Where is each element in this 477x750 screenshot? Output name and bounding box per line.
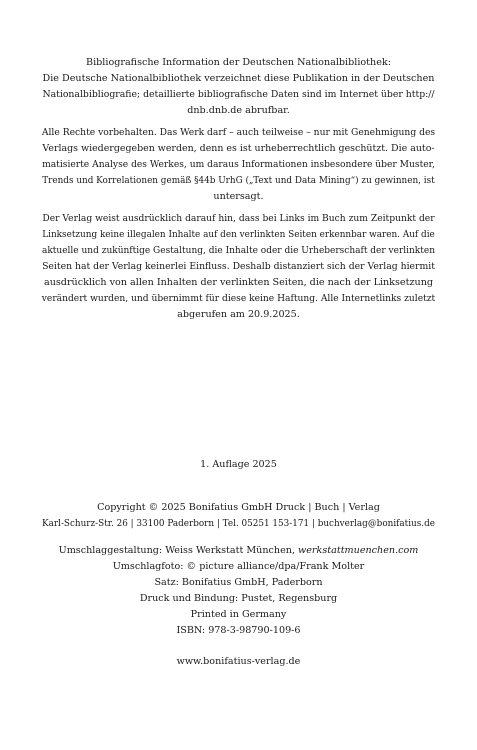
bibliographic-line: Nationalbibliografie; detaillierte bibliografische Daten sind im Internet über http:// — [42, 89, 435, 100]
printed-in: Printed in Germany — [190, 609, 287, 620]
disclaimer-line: abgerufen am 20.9.2025. — [177, 309, 300, 320]
edition-note — [40, 457, 437, 473]
rights-line: Trends und Korrelationen gemäß §44b UrhG („Text und Data Mining“) zu gewinnen, ist — [42, 176, 435, 186]
isbn: ISBN: 978-3-98790-109-6 — [176, 625, 301, 636]
disclaimer-line: Linksetzung keine illegalen Inhalte auf den verlinkten Seiten erkennbar waren. Auf die — [42, 230, 435, 240]
rights-line: Verlags wiedergegeben werden, denn es ist urheberrechtlich geschützt. Die auto- — [42, 143, 435, 154]
bibliographic-line: Die Deutsche Nationalbibliothek verzeichnet diese Publikation in der Deutschen — [42, 73, 435, 84]
publisher-website: www.bonifatius-verlag.de — [176, 656, 301, 667]
bibliographic-line: dnb.dnb.de abrufbar. — [187, 105, 290, 116]
disclaimer-line: ausdrücklich von allen Inhalten der verlinkten Seiten, die nach der Linksetzung — [43, 277, 434, 288]
rights-notice — [40, 125, 437, 205]
printing-credit: Druck und Bindung: Pustet, Regensburg — [139, 593, 338, 604]
cover-design-url: werkstattmuenchen.com — [298, 545, 419, 556]
website-block — [40, 654, 437, 670]
typesetting-credit: Satz: Bonifatius GmbH, Paderborn — [154, 577, 323, 588]
cover-design-credit — [40, 543, 437, 559]
credits-block — [40, 543, 437, 639]
links-disclaimer — [40, 211, 437, 323]
rights-line: Alle Rechte vorbehalten. Das Werk darf – auch teilweise – nur mit Genehmigung des — [41, 127, 436, 138]
publisher-address: Karl-Schurz-Str. 26 | 33100 Paderborn | Tel. 05251 153-171 | buchverlag@bonifatius.de — [42, 519, 435, 529]
disclaimer-line: Der Verlag weist ausdrücklich darauf hin, dass bei Links im Buch zum Zeitpunkt der — [42, 214, 435, 224]
disclaimer-line: aktuelle und zukünftige Gestaltung, die Inhalte oder die Urheberschaft der verlinkten — [41, 246, 436, 256]
bibliographic-line: Bibliografische Information der Deutschen Nationalbibliothek: — [86, 57, 391, 68]
rights-line: untersagt. — [213, 191, 264, 202]
disclaimer-line: Seiten hat der Verlag keinerlei Einfluss. Deshalb distanziert sich der Verlag hiermit — [42, 261, 435, 272]
disclaimer-line: verändert wurden, und übernimmt für diese keine Haftung. Alle Internetlinks zuletzt — [41, 294, 436, 304]
cover-photo-credit: Umschlagfoto: © picture alliance/dpa/Frank Molter — [112, 561, 365, 572]
copyright-line: Copyright © 2025 Bonifatius GmbH Druck | Buch | Verlag — [97, 502, 380, 513]
rights-line: matisierte Analyse des Werkes, um daraus Informationen insbesondere über Muster, — [42, 160, 435, 170]
cover-design-label: Umschlaggestaltung: Weiss Werkstatt München, — [58, 545, 299, 556]
bibliographic-info — [40, 55, 437, 119]
edition-text: 1. Auflage 2025 — [200, 459, 277, 470]
copyright-block — [40, 500, 437, 532]
